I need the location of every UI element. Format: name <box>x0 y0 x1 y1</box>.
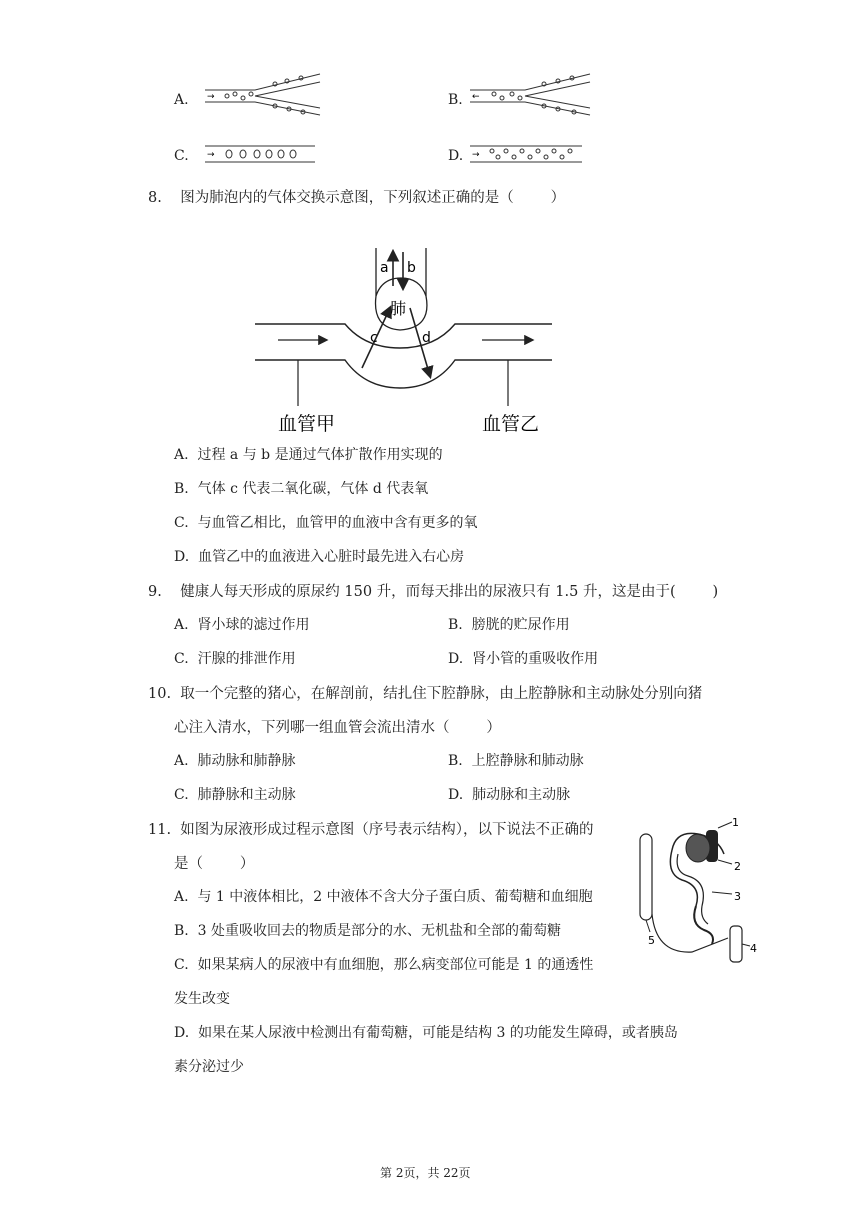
label-vessel-yi: 血管乙 <box>482 413 540 435</box>
nephron-label-5: 5 <box>648 934 655 947</box>
q9-option-b: B. 膀胱的贮尿作用 <box>448 617 570 633</box>
q9-option-d: D. 肾小管的重吸收作用 <box>448 651 599 667</box>
label-alveolus: 肺 <box>390 299 407 318</box>
q11-stem-line2: 是（ ） <box>174 856 255 872</box>
nephron-label-3: 3 <box>734 890 741 903</box>
q10-stem-line2: 心注入清水，下列哪一组血管会流出清水（ ） <box>174 720 501 736</box>
svg-text:→: → <box>207 150 215 160</box>
q9-option-c: C. 汗腺的排泄作用 <box>174 651 296 667</box>
q8-option-a: A. 过程 a 与 b 是通过气体扩散作用实现的 <box>174 447 443 463</box>
q10-option-b: B. 上腔静脉和肺动脉 <box>448 753 584 769</box>
q7-option-b-figure <box>470 72 595 117</box>
nephron-label-2: 2 <box>734 860 741 873</box>
q8-option-c: C. 与血管乙相比，血管甲的血液中含有更多的氧 <box>174 515 478 531</box>
svg-text:→: → <box>207 92 215 102</box>
q7-option-c-figure <box>205 143 317 165</box>
page-footer: 第 2页，共 22页 <box>380 1166 471 1180</box>
label-d: d <box>422 330 431 346</box>
q7-option-b-label: B. <box>448 92 463 108</box>
label-b: b <box>407 260 416 276</box>
q11-option-b: B. 3 处重吸收回去的物质是部分的水、无机盐和全部的葡萄糖 <box>174 923 561 939</box>
q9-option-a: A. 肾小球的滤过作用 <box>174 617 310 633</box>
q7-option-d-figure <box>470 143 585 165</box>
q8-option-b: B. 气体 c 代表二氧化碳，气体 d 代表氧 <box>174 481 429 497</box>
q7-option-c-label: C. <box>174 148 189 164</box>
q9-stem: 9. 健康人每天形成的原尿约 150 升，而每天排出的尿液只有 1.5 升，这是由于( ) <box>148 584 719 600</box>
svg-text:→: → <box>472 150 480 160</box>
q7-option-d-label: D. <box>448 148 464 164</box>
q7-option-a-figure <box>205 72 325 117</box>
q11-option-c-line2: 发生改变 <box>174 991 230 1007</box>
label-a: a <box>380 260 389 276</box>
q10-option-c: C. 肺静脉和主动脉 <box>174 787 296 803</box>
q11-nephron-diagram <box>632 814 760 966</box>
q8-alveolus-diagram <box>250 248 560 440</box>
nephron-label-4: 4 <box>750 942 757 955</box>
q10-option-a: A. 肺动脉和肺静脉 <box>174 753 296 769</box>
q11-option-d-line2: 素分泌过少 <box>174 1059 244 1075</box>
q11-stem-line1: 11. 如图为尿液形成过程示意图（序号表示结构），以下说法不正确的 <box>148 822 594 838</box>
q8-option-d: D. 血管乙中的血液进入心脏时最先进入右心房 <box>174 549 465 565</box>
svg-text:←: ← <box>472 92 480 102</box>
q8-stem: 8. 图为肺泡内的气体交换示意图，下列叙述正确的是（ ） <box>148 190 566 206</box>
q10-option-d: D. 肺动脉和主动脉 <box>448 787 571 803</box>
q11-option-a: A. 与 1 中液体相比，2 中液体不含大分子蛋白质、葡萄糖和血细胞 <box>174 889 593 905</box>
q7-option-a-label: A. <box>174 92 189 108</box>
q10-stem-line1: 10. 取一个完整的猪心，在解剖前，结扎住下腔静脉，由上腔静脉和主动脉处分别向猪 <box>148 686 703 702</box>
q11-option-c-line1: C. 如果某病人的尿液中有血细胞，那么病变部位可能是 1 的通透性 <box>174 957 594 973</box>
q11-option-d-line1: D. 如果在某人尿液中检测出有葡萄糖，可能是结构 3 的功能发生障碍，或者胰岛 <box>174 1025 678 1041</box>
nephron-label-1: 1 <box>732 816 739 829</box>
label-vessel-jia: 血管甲 <box>278 413 336 435</box>
label-c: c <box>370 330 378 346</box>
